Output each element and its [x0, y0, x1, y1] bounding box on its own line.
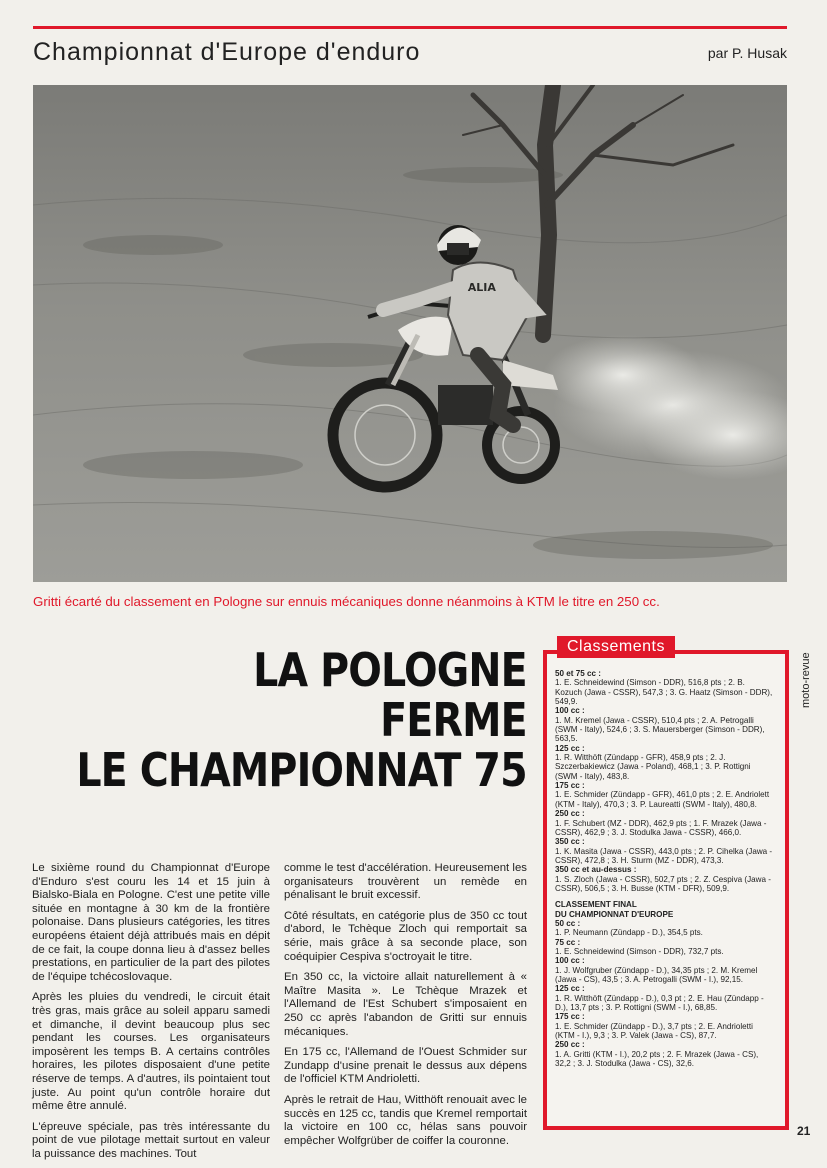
paragraph: Après le retrait de Hau, Witthöft renouait avec le succès en 125 cc, tandis que Kremel remportait la victoire en 100 cc, hélas sans pouvoir empêcher Wolfgrüber de coiffer la couronne.	[284, 1093, 527, 1147]
classement-entry: 1. M. Kremel (Jawa - CSSR), 510,4 pts ; 2. A. Petrogalli (SWM - Italy), 524,6 ; 3. S. Mauersberger (Simson - DDR), 563,5.	[555, 715, 765, 744]
paragraph: Le sixième round du Championnat d'Europe d'Enduro s'est couru les 14 et 15 juin à Bialsko-Biala en Pologne. C'est une petite ville située en montagne à 30 km de la frontière polonaise. Dans plusieurs catégories, les titres européens étaient déjà attribués mais en dépit de ce fait, la coupe donna lieu à d'assez belles prestations, en particulier de la part des pilotes de l'équipe tchécoslovaque.	[32, 862, 270, 983]
paragraph: L'épreuve spéciale, pas très intéressante du point de vue pilotage mettait surtout en valeur la puissance des machines. Tout	[32, 1120, 270, 1160]
classement-heading: 75 cc :	[555, 937, 581, 947]
paragraph: comme le test d'accélération. Heureusement les organisateurs trouvèrent un remède en pénalisant le bruit excessif.	[284, 862, 527, 902]
classement-entry: 1. R. Witthöft (Zündapp - GFR), 458,9 pts ; 2. J. Szczerbakiewicz (Jawa - Poland), 468,1 ; 3. P. Rottigni (SWM - Italy), 483,8.	[555, 753, 751, 781]
classement-heading: 175 cc :	[555, 1012, 585, 1022]
photo-enduro-rider	[33, 85, 787, 582]
classements-list	[555, 669, 773, 1068]
jersey-lettering: ITALIA	[457, 281, 496, 294]
classement-heading: 125 cc :	[555, 984, 585, 994]
paragraph: Après les pluies du vendredi, le circuit était très gras, mais grâce au soleil apparu samedi et dimanche, il devint beaucoup plus sec pendant les courses. Les organisateurs imposèrent les temps B. A certains contrôles horaires, les pilotes disposaient d'une petite réserve de temps. A d'autres, ils pointaient tout juste. Au point qu'un contrôle horaire dut même être annulé.	[32, 991, 270, 1113]
headline-line-2: FERME	[380, 693, 527, 747]
classement-entry: 1. E. Schmider (Zündapp - D.), 3,7 pts ; 2. E. Andrioletti (KTM - I.), 9,3 ; 3. P. Valek (Jawa - CS), 87,7.	[555, 1021, 753, 1041]
byline: par P. Husak	[707, 45, 787, 61]
header-rule	[33, 26, 787, 29]
classement-heading: 100 cc :	[555, 956, 585, 966]
classement-entry: 1. A. Gritti (KTM - I.), 20,2 pts ; 2. F. Mrazek (Jawa - CS), 32,2 ; 3. J. Stodulka (Jawa - CS), 32,6.	[555, 1049, 759, 1069]
classement-heading: 175 cc :	[555, 781, 585, 791]
headline-line-3: LE CHAMPIONNAT 75	[76, 743, 527, 797]
classement-entry: 1. R. Witthöft (Zündapp - D.), 0,3 pt ; 2. E. Hau (Zündapp - D.), 13,7 pts ; 3. P. Rottigni (SWM - I.), 68,85.	[555, 993, 764, 1013]
classement-entry: 1. E. Schneidewind (Simson - DDR), 732,7 pts.	[555, 946, 724, 956]
photo-illustration	[33, 85, 787, 582]
classement-heading: CLASSEMENT FINAL	[555, 900, 637, 910]
classement-heading: 250 cc :	[555, 1040, 585, 1050]
section-title: Championnat d'Europe d'enduro	[33, 38, 421, 66]
classement-entry: 1. S. Zloch (Jawa - CSSR), 502,7 pts ; 2. Z. Cespiva (Jawa - CSSR), 506,5 ; 3. H. Busse (KTM - DFR), 509,9.	[555, 874, 771, 893]
classement-entry: 1. E. Schneidewind (Simson - DDR), 516,8 pts ; 2. B. Kozuch (Jawa - CSSR), 547,3 ; 3. G. Haatz (Simson - DDR), 549,9.	[555, 678, 773, 707]
classement-heading: 50 et 75 cc :	[555, 669, 601, 678]
classement-heading: 100 cc :	[555, 706, 585, 716]
headline-line-1: LA POLOGNE	[253, 643, 528, 697]
article-column-2	[284, 862, 527, 1155]
classement-entry: 1. K. Masita (Jawa - CSSR), 443,0 pts ; 2. P. Cihelka (Jawa - CSSR), 472,8 ; 3. H. Sturm (MZ - DDR), 473,3.	[555, 846, 773, 865]
classement-heading: 125 cc :	[555, 743, 585, 753]
classement-entry: 1. F. Schubert (MZ - DDR), 462,9 pts ; 1. F. Mrazek (Jawa - CSSR), 462,9 ; 3. J. Stodulka Jawa - CSSR), 466,0.	[555, 818, 767, 837]
classements-title: Classements	[557, 636, 675, 658]
classement-heading: 350 cc et au-dessus :	[555, 865, 637, 875]
classement-heading: 250 cc :	[555, 809, 585, 819]
magazine-name: moto-revue	[800, 652, 812, 708]
classement-entry: 1. E. Schmider (Zündapp - GFR), 461,0 pts ; 2. E. Andriolett (KTM - Italy), 470,3 ; 3. P. Laureatti (SWM - Italy), 480,8.	[555, 790, 770, 809]
article-headline	[77, 645, 527, 795]
article-column-1	[32, 862, 270, 1168]
classement-entry: 1. J. Wolfgruber (Zündapp - D.), 34,35 pts ; 2. M. Kremel (Jawa - CS), 43,5 ; 3. A. Petrogalli (SWM - I.), 92,15.	[555, 965, 758, 984]
classement-heading: 50 cc :	[555, 918, 581, 928]
paragraph: En 175 cc, l'Allemand de l'Ouest Schmider sur Zundapp d'usine prenait le dessus aux dépens de l'officiel KTM Andrioletti.	[284, 1046, 527, 1086]
paragraph: Côté résultats, en catégorie plus de 350 cc tout d'abord, le Tchèque Zloch qui remportait sa série, mais grâce à sa seconde place, son coéquipier Cespiva s'octroyait le titre.	[284, 909, 527, 963]
classement-entry: 1. P. Neumann (Zündapp - D.), 354,5 pts.	[555, 928, 703, 938]
photo-caption: Gritti écarté du classement en Pologne sur ennuis mécaniques donne néanmoins à KTM le titre en 250 cc.	[33, 594, 660, 609]
classement-heading: DU CHAMPIONNAT D'EUROPE	[555, 909, 674, 919]
paragraph: En 350 cc, la victoire allait naturellement à « Maître Masita ». Le Tchèque Mrazek et l'Allemand de l'Est Schubert s'imposaient en 250 cc après l'abandon de Gritti sur ennuis mécaniques.	[284, 971, 527, 1038]
page-number: 21	[797, 1124, 811, 1138]
classement-heading: 350 cc :	[555, 837, 585, 847]
